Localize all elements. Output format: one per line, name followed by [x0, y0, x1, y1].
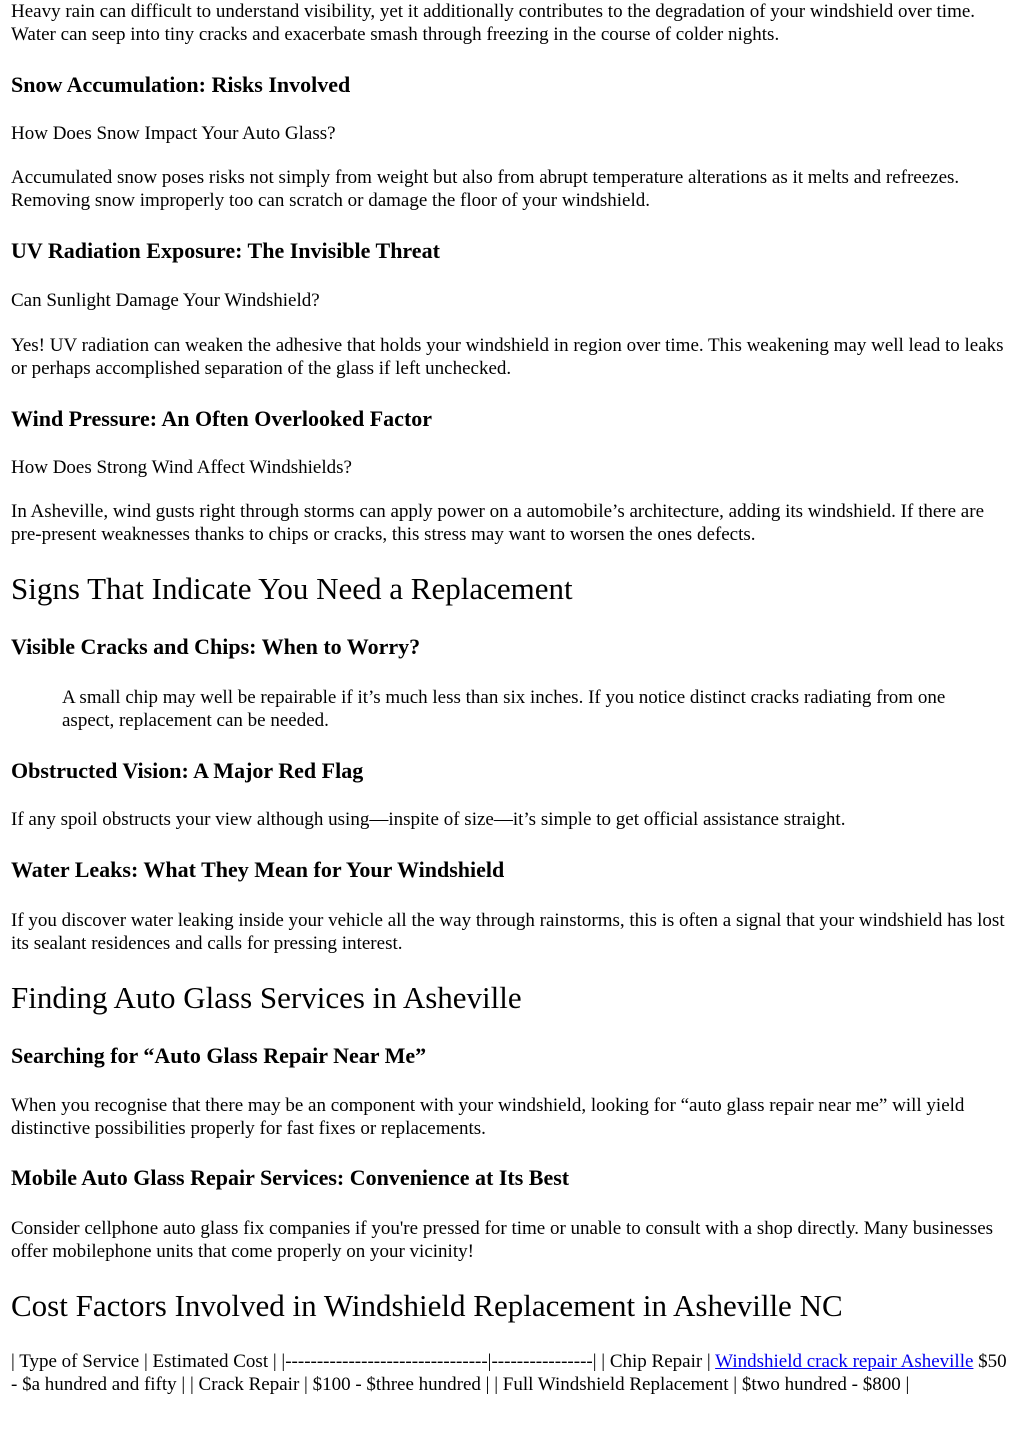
leaks-paragraph: If you discover water leaking inside your vehicle all the way through rainstorms, this is often a signal that your windshield has lost its sealant residences and calls for pressing interest. — [11, 910, 1005, 954]
uv-question: Can Sunlight Damage Your Windshield? — [11, 290, 320, 311]
heading-water-leaks: Water Leaks: What They Mean for Your Windshield — [11, 857, 505, 882]
heading-uv-radiation: UV Radiation Exposure: The Invisible Threat — [11, 238, 440, 263]
heading-snow-accumulation: Snow Accumulation: Risks Involved — [11, 72, 351, 97]
wind-question: How Does Strong Wind Affect Windshields? — [11, 457, 352, 478]
snow-question: How Does Snow Impact Your Auto Glass? — [11, 123, 336, 144]
obstructed-paragraph: If any spoil obstructs your view although using—inspite of size—it’s simple to get official assistance straight. — [11, 809, 846, 830]
heading-signs-replacement: Signs That Indicate You Need a Replacement — [11, 571, 573, 606]
windshield-crack-repair-link[interactable]: Windshield crack repair Asheville — [715, 1351, 974, 1372]
cost-table-before-link: | Type of Service | Estimated Cost | |--------------------------------|----------------| | Chip Repair | — [11, 1351, 716, 1372]
uv-paragraph: Yes! UV radiation can weaken the adhesive that holds your windshield in region over time. This weakening may well lead to leaks or perhaps accomplished separation of the glass if left unchecked. — [11, 335, 1004, 379]
heading-searching-near-me: Searching for “Auto Glass Repair Near Me” — [11, 1043, 427, 1068]
mobile-paragraph: Consider cellphone auto glass fix companies if you're pressed for time or unable to consult with a shop directly. Many businesses offer mobilephone units that come properly on your vicinity! — [11, 1218, 994, 1262]
searching-paragraph: When you recognise that there may be an component with your windshield, looking for “auto glass repair near me” will yield distinctive possibilities properly for fast fixes or replacements. — [11, 1095, 965, 1139]
cost-table-text — [11, 1350, 1016, 1396]
heading-wind-pressure: Wind Pressure: An Often Overlooked Factor — [11, 406, 433, 431]
snow-paragraph: Accumulated snow poses risks not simply from weight but also from abrupt temperature alterations as it melts and refreezes. Removing snow improperly too can scratch or damage the floor of your windshield. — [11, 167, 960, 211]
cracks-quote: A small chip may well be repairable if it’s much less than six inches. If you notice distinct cracks radiating from one aspect, replacement can be needed. — [62, 687, 946, 731]
cost-table-after-link: $50 - $a hundred and fifty | | Crack Repair | $100 - $three hundred | | Full Windshield Replacement | $two hundred - $800 | — [11, 1351, 1007, 1395]
heading-cost-factors: Cost Factors Involved in Windshield Replacement in Asheville NC — [11, 1288, 843, 1323]
rain-paragraph: Heavy rain can difficult to understand visibility, yet it additionally contributes to the degradation of your windshield over time. Water can seep into tiny cracks and exacerbate smash through freezing in the course of colder nights. — [11, 1, 976, 45]
heading-visible-cracks: Visible Cracks and Chips: When to Worry? — [11, 634, 421, 659]
heading-finding-services: Finding Auto Glass Services in Asheville — [11, 980, 522, 1015]
wind-paragraph: In Asheville, wind gusts right through storms can apply power on a automobile’s architecture, adding its windshield. If there are pre-present weaknesses thanks to chips or cracks, this stress may want to worsen the ones defects. — [11, 501, 984, 545]
heading-mobile-services: Mobile Auto Glass Repair Services: Convenience at Its Best — [11, 1165, 570, 1190]
heading-obstructed-vision: Obstructed Vision: A Major Red Flag — [11, 758, 364, 783]
